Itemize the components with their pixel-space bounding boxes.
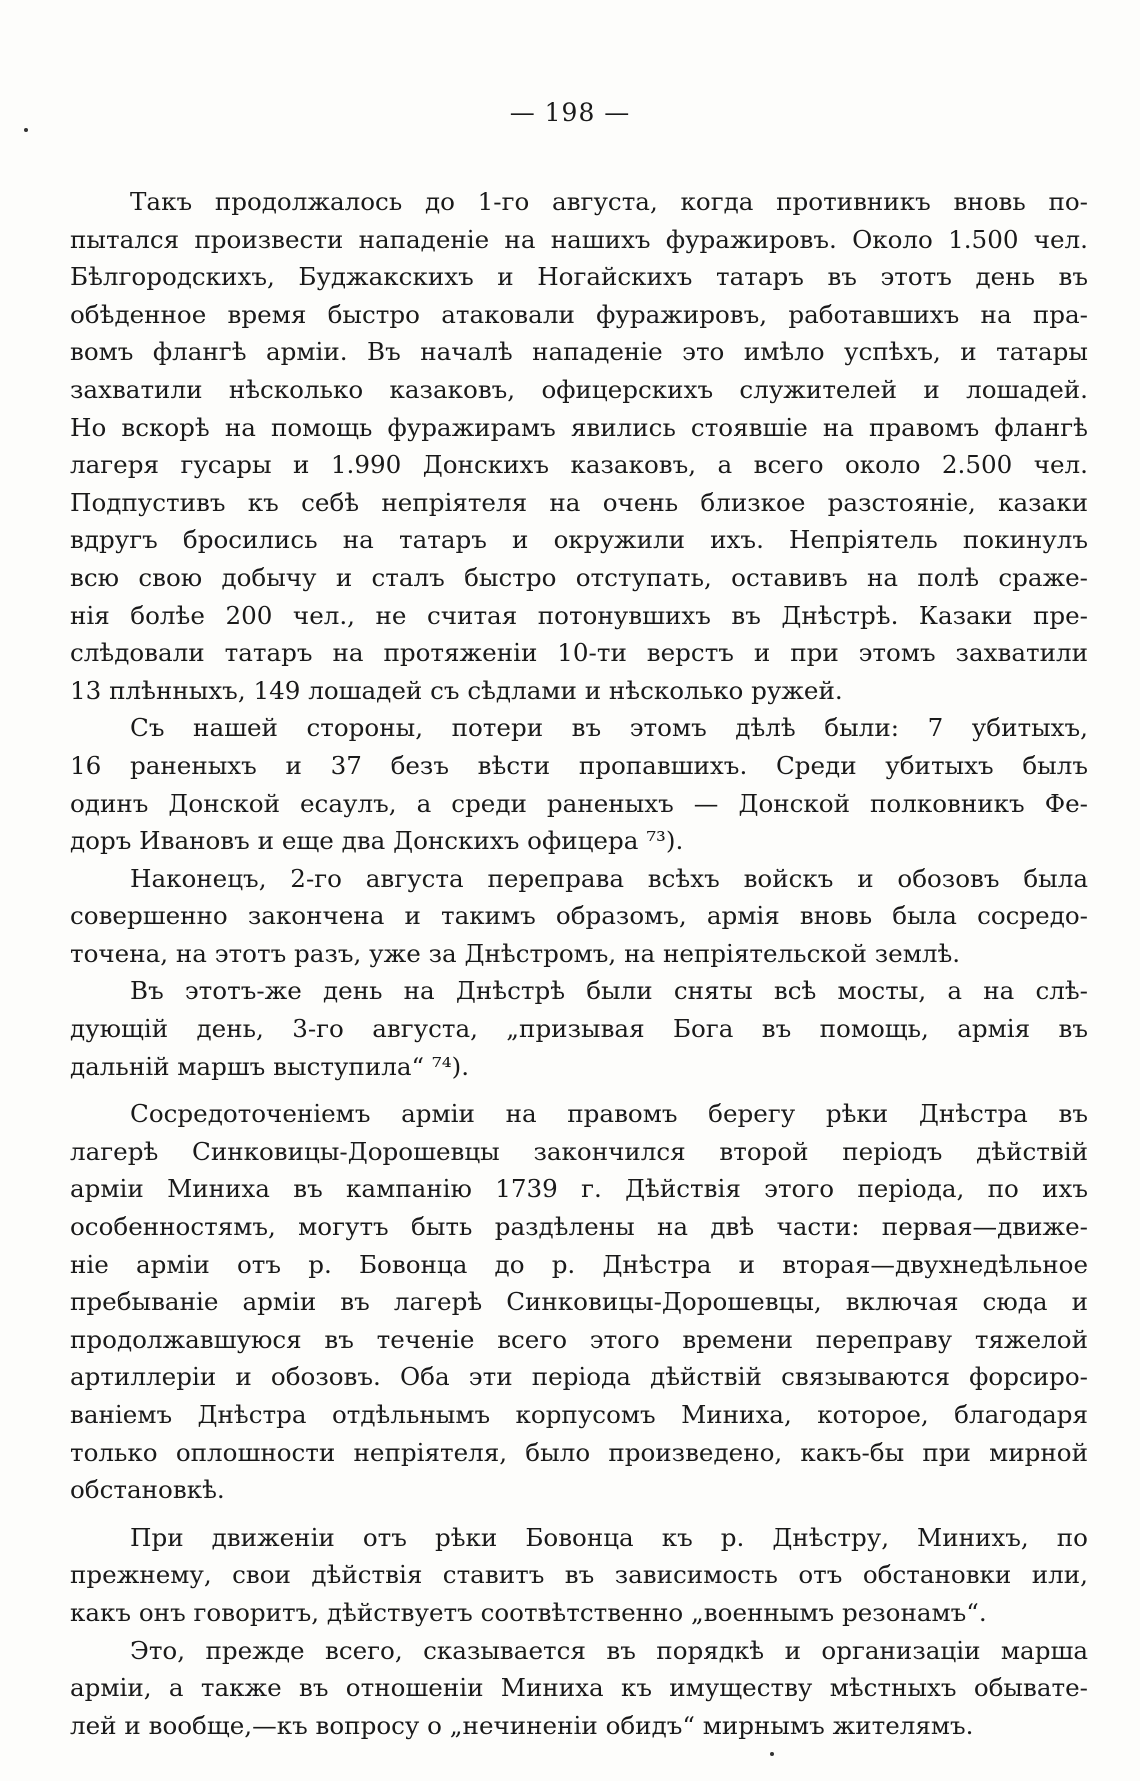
text-line: лей и вообще,—къ вопросу о „нечиненіи обидъ“ мирнымъ жителямъ. bbox=[70, 1710, 974, 1740]
text-line: ніе арміи отъ р. Бовонца до р. Днѣстра и вторая—двухнедѣльное bbox=[70, 1249, 1088, 1279]
paragraph bbox=[70, 860, 1088, 973]
text-line: пребываніе арміи въ лагерѣ Синковицы-Дорошевцы, включая сюда и bbox=[70, 1287, 1088, 1317]
text-line: Это, прежде всего, сказывается въ порядкѣ и организаціи марша bbox=[130, 1635, 1088, 1665]
text-line: 16 раненыхъ и 37 безъ вѣсти пропавшихъ. Среди убитыхъ былъ bbox=[70, 750, 1088, 780]
text-line: Съ нашей стороны, потери въ этомъ дѣлѣ были: 7 убитыхъ, bbox=[130, 713, 1088, 743]
text-line: дальній маршъ выступила“ ⁷⁴). bbox=[70, 1051, 470, 1081]
paragraph bbox=[70, 972, 1088, 1085]
text-line: особенностямъ, могутъ быть раздѣлены на двѣ части: первая—движе- bbox=[70, 1212, 1088, 1242]
paragraph bbox=[70, 709, 1088, 859]
text-line: Подпустивъ къ себѣ непріятеля на очень близкое разстояніе, казаки bbox=[70, 487, 1088, 517]
text-line: Но вскорѣ на помощь фуражирамъ явились стоявшіе на правомъ флангѣ bbox=[70, 412, 1088, 442]
text-line: арміи, а также въ отношеніи Миниха къ имуществу мѣстныхъ обывате- bbox=[70, 1673, 1088, 1703]
text-line: доръ Ивановъ и еще два Донскихъ офицера ⁷³). bbox=[70, 826, 684, 856]
text-line: обстановкѣ. bbox=[70, 1475, 225, 1505]
page-number: — 198 — bbox=[509, 98, 631, 127]
text-line: дующій день, 3-го августа, „призывая Бога въ помощь, армія въ bbox=[70, 1014, 1088, 1044]
text-line: Наконецъ, 2-го августа переправа всѣхъ войскъ и обозовъ была bbox=[130, 863, 1088, 893]
text-line: Сосредоточеніемъ арміи на правомъ берегу рѣки Днѣстра въ bbox=[130, 1099, 1088, 1129]
text-line: пытался произвести нападеніе на нашихъ фуражировъ. Около 1.500 чел. bbox=[70, 224, 1088, 254]
text-line: одинъ Донской есаулъ, а среди раненыхъ — Донской полковникъ Фе- bbox=[70, 788, 1088, 818]
text-line: прежнему, свои дѣйствія ставитъ въ зависимость отъ обстановки или, bbox=[70, 1560, 1088, 1590]
text-line: артиллеріи и обозовъ. Оба эти періода дѣйствій связываются форсиро- bbox=[70, 1362, 1088, 1392]
text-line: При движеніи отъ рѣки Бовонца къ р. Днѣстру, Минихъ, по bbox=[130, 1522, 1088, 1552]
text-line: совершенно закончена и такимъ образомъ, армія вновь была сосредо- bbox=[70, 901, 1088, 931]
text-line: лагеря гусары и 1.990 Донскихъ казаковъ, а всего около 2.500 чел. bbox=[70, 450, 1088, 480]
paragraph bbox=[70, 1632, 1088, 1745]
text-line: Такъ продолжалось до 1-го августа, когда противникъ вновь по- bbox=[130, 187, 1088, 216]
text-line: 13 плѣнныхъ, 149 лошадей съ сѣдлами и нѣсколько ружей. bbox=[70, 675, 843, 705]
text-line: продолжавшуюся въ теченіе всего этого времени переправу тяжелой bbox=[70, 1324, 1088, 1354]
text-line: только оплошности непріятеля, было произведено, какъ-бы при мирной bbox=[70, 1437, 1088, 1467]
paragraph bbox=[70, 1095, 1088, 1509]
text-line: Въ этотъ-же день на Днѣстрѣ были сняты всѣ мосты, а на слѣ- bbox=[130, 976, 1088, 1006]
text-line: захватили нѣсколько казаковъ, офицерскихъ служителей и лошадей. bbox=[70, 374, 1088, 404]
body-text bbox=[70, 183, 1088, 1744]
text-line: точена, на этотъ разъ, уже за Днѣстромъ, на непріятельской землѣ. bbox=[70, 938, 961, 968]
text-line: ваніемъ Днѣстра отдѣльнымъ корпусомъ Миниха, которое, благодаря bbox=[70, 1400, 1088, 1429]
text-line: какъ онъ говоритъ, дѣйствуетъ соотвѣтственно „военнымъ резонамъ“. bbox=[70, 1597, 987, 1627]
paragraph bbox=[70, 183, 1088, 709]
text-line: обѣденное время быстро атаковали фуражировъ, работавшихъ на пра- bbox=[70, 299, 1088, 329]
text-line: вомъ флангѣ арміи. Въ началѣ нападеніе это имѣло успѣхъ, и татары bbox=[70, 337, 1088, 367]
text-line: слѣдовали татаръ на протяженіи 10-ти верстъ и при этомъ захватили bbox=[70, 638, 1088, 668]
scan-speck bbox=[24, 128, 28, 132]
text-line: лагерѣ Синковицы-Дорошевцы закончился второй періодъ дѣйствій bbox=[70, 1136, 1088, 1166]
text-line: всю свою добычу и сталъ быстро отступать, оставивъ на полѣ сраже- bbox=[70, 562, 1088, 592]
text-line: вдругъ бросились на татаръ и окружили ихъ. Непріятель покинулъ bbox=[70, 525, 1088, 555]
text-line: Бѣлгородскихъ, Буджакскихъ и Ногайскихъ татаръ въ этотъ день въ bbox=[70, 262, 1088, 292]
text-line: арміи Миниха въ кампанію 1739 г. Дѣйствія этого періода, по ихъ bbox=[70, 1174, 1088, 1204]
text-line: нія болѣе 200 чел., не считая потонувшихъ въ Днѣстрѣ. Казаки пре- bbox=[70, 600, 1088, 630]
paragraph bbox=[70, 1519, 1088, 1632]
scan-speck bbox=[770, 1752, 774, 1756]
